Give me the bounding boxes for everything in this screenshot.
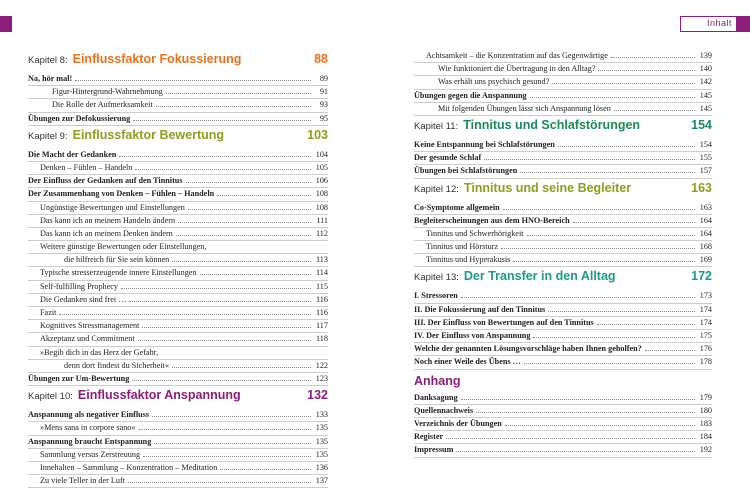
chapter-12-entries bbox=[414, 202, 712, 268]
toc-entry-page: 140 bbox=[699, 64, 712, 74]
toc-entry[interactable] bbox=[28, 333, 328, 346]
toc-entry-page: 173 bbox=[699, 291, 712, 301]
dot-leader bbox=[142, 327, 311, 328]
toc-entry[interactable] bbox=[414, 76, 712, 89]
toc-entry-title: Mit folgenden Übungen lässt sich Anspannung lösen bbox=[438, 103, 611, 113]
chapter-page: 172 bbox=[691, 269, 712, 284]
chapter-title: Einflussfaktor Anspannung bbox=[77, 388, 241, 403]
toc-entry[interactable] bbox=[28, 86, 328, 99]
toc-entry[interactable] bbox=[28, 254, 328, 267]
toc-entry-title: Ungünstige Bewertungen und Einstellungen bbox=[40, 202, 185, 212]
dot-leader bbox=[513, 261, 695, 262]
dot-leader bbox=[461, 399, 695, 400]
toc-entry-page: 178 bbox=[699, 357, 712, 367]
toc-entry-title: Übungen zur Um-Bewertung bbox=[28, 373, 130, 383]
dot-leader bbox=[132, 380, 311, 381]
toc-entry-title: Denken – Fühlen – Handeln bbox=[40, 162, 133, 172]
toc-entry[interactable] bbox=[414, 152, 712, 165]
toc-entry-page: 93 bbox=[319, 100, 328, 110]
toc-entry-title: Wie funktioniert die Übertragung in den Alltag? bbox=[438, 64, 596, 74]
chapter-8-heading[interactable] bbox=[28, 52, 328, 71]
toc-entry-page: 169 bbox=[699, 255, 712, 265]
chapter-title: Tinnitus und seine Begleiter bbox=[463, 180, 632, 195]
toc-entry-page: 135 bbox=[315, 436, 328, 446]
toc-entry-title: »Begib dich in das Herz der Gefahr, bbox=[40, 347, 159, 357]
dot-leader bbox=[186, 182, 311, 183]
toc-entry[interactable] bbox=[28, 307, 328, 320]
toc-entry[interactable] bbox=[28, 228, 328, 241]
chapter-9-heading[interactable] bbox=[28, 128, 328, 147]
dot-leader bbox=[548, 311, 695, 312]
chapter-9-entries bbox=[28, 149, 328, 386]
toc-entry-title: Achtsamkeit – die Konzentration auf das Gegenwärtige bbox=[426, 51, 608, 60]
toc-entry-page: 89 bbox=[319, 74, 328, 83]
toc-entry-title: Verzeichnis der Übungen bbox=[414, 418, 502, 428]
toc-entry-title: Übungen zur Defokussierung bbox=[28, 113, 131, 123]
right-page-tab-marker bbox=[736, 16, 750, 32]
toc-entry-page: 137 bbox=[315, 476, 328, 486]
toc-entry[interactable] bbox=[414, 215, 712, 228]
toc-entry-title: Typische stresserzeugende innere Einstellungen bbox=[40, 268, 197, 278]
toc-entry-title: denn dort findest du Sicherheit« bbox=[64, 360, 170, 370]
toc-entry[interactable] bbox=[28, 409, 328, 422]
chapter-title: Einflussfaktor Fokussierung bbox=[72, 52, 242, 66]
toc-entry-title: Danksagung bbox=[414, 392, 458, 402]
toc-entry[interactable] bbox=[414, 254, 712, 267]
dot-leader bbox=[75, 80, 311, 81]
toc-entry-title: Übungen bei Schlafstörungen bbox=[414, 166, 518, 176]
toc-entry[interactable] bbox=[28, 436, 328, 449]
toc-entry-page: 112 bbox=[316, 228, 328, 238]
chapter-title: Der Transfer in den Alltag bbox=[463, 269, 616, 284]
chapter-13-heading[interactable] bbox=[414, 269, 712, 288]
dot-leader bbox=[573, 222, 695, 223]
toc-entry-page: 135 bbox=[315, 449, 328, 459]
toc-entry-title: »Mens sana in corpore sano« bbox=[40, 423, 136, 433]
toc-entry[interactable] bbox=[28, 373, 328, 386]
toc-entry[interactable] bbox=[28, 113, 328, 126]
toc-entry-title: Begleiterscheinungen aus dem HNO-Bereich bbox=[414, 215, 570, 225]
toc-entry-title: Was erhält uns psychisch gesund? bbox=[438, 77, 550, 87]
toc-entry[interactable] bbox=[28, 215, 328, 228]
dot-leader bbox=[530, 97, 695, 98]
dot-leader bbox=[456, 451, 695, 452]
toc-entry-title: Der Einfluss der Gedanken auf den Tinnitus bbox=[28, 176, 183, 186]
toc-entry[interactable] bbox=[414, 431, 712, 444]
dot-leader bbox=[501, 248, 695, 249]
toc-entry-title: Figur-Hintergrund-Wahrnehmung bbox=[52, 87, 163, 97]
toc-entry-page: 106 bbox=[315, 176, 328, 186]
toc-entry-page: 163 bbox=[699, 202, 712, 212]
toc-entry-page: 118 bbox=[316, 334, 328, 344]
toc-entry-title: III. Der Einfluss von Bewertungen auf den Tinnitus bbox=[414, 317, 594, 327]
toc-entry-title: Sammlung versus Zerstreuung bbox=[40, 449, 141, 459]
dot-leader bbox=[524, 363, 695, 364]
right-page-column bbox=[414, 50, 712, 458]
chapter-title: Tinnitus und Schlafstörungen bbox=[463, 117, 641, 132]
toc-entry[interactable] bbox=[414, 228, 712, 241]
toc-entry-page: 142 bbox=[699, 77, 712, 87]
toc-entry-page: 155 bbox=[699, 153, 712, 163]
chapter-page: 154 bbox=[691, 117, 712, 132]
dot-leader bbox=[505, 425, 695, 426]
toc-entry[interactable] bbox=[414, 103, 712, 116]
dot-leader bbox=[121, 288, 311, 289]
dot-leader bbox=[527, 235, 696, 236]
chapter-page: 132 bbox=[307, 388, 328, 403]
toc-entry-page: 104 bbox=[315, 149, 328, 159]
chapter-11-heading[interactable] bbox=[414, 118, 712, 137]
toc-entry-page: 91 bbox=[319, 87, 328, 97]
dot-leader bbox=[503, 209, 695, 210]
chapter-10-continued-entries bbox=[414, 50, 712, 116]
dot-leader bbox=[166, 93, 311, 94]
toc-entry-title: Impressum bbox=[414, 445, 454, 455]
toc-entry-page: 180 bbox=[699, 405, 712, 415]
chapter-12-heading[interactable] bbox=[414, 181, 712, 200]
dot-leader bbox=[143, 456, 311, 457]
toc-entry-page: 122 bbox=[315, 360, 328, 370]
toc-entry-page: 95 bbox=[319, 113, 328, 123]
toc-entry-page: 135 bbox=[315, 423, 328, 433]
chapter-10-heading[interactable] bbox=[28, 388, 328, 407]
dot-leader bbox=[217, 195, 311, 196]
toc-entry[interactable] bbox=[28, 360, 328, 373]
toc-entry-page: 116 bbox=[316, 294, 328, 304]
toc-entry-title: Fazit bbox=[40, 308, 57, 317]
dot-leader bbox=[172, 261, 311, 262]
toc-entry-title: die hilfreich für Sie sein können bbox=[64, 255, 170, 265]
chapter-number: Kapitel 11: bbox=[414, 120, 459, 132]
toc-entry-page: 183 bbox=[699, 418, 712, 428]
toc-entry-page: 184 bbox=[699, 432, 712, 442]
dot-leader bbox=[128, 482, 311, 483]
toc-entry-page: 174 bbox=[699, 317, 712, 327]
dot-leader bbox=[552, 83, 695, 84]
toc-entry[interactable] bbox=[28, 162, 328, 175]
toc-entry-page: 108 bbox=[315, 202, 328, 212]
dot-leader bbox=[476, 412, 695, 413]
toc-entry-title: I. Stressoren bbox=[414, 291, 458, 301]
toc-entry-title: Der gesunde Schlaf bbox=[414, 153, 482, 163]
toc-entry[interactable] bbox=[414, 330, 712, 343]
chapter-13-entries bbox=[414, 290, 712, 369]
toc-entry[interactable] bbox=[28, 267, 328, 280]
toc-entry[interactable] bbox=[414, 202, 712, 215]
dot-leader bbox=[139, 429, 312, 430]
toc-entry-title: Der Zusammenhang von Denken – Fühlen – Handeln bbox=[28, 189, 215, 199]
appendix-entries bbox=[414, 392, 712, 458]
toc-entry[interactable] bbox=[28, 241, 328, 254]
toc-entry-title: Tinnitus und Schwerhörigkeit bbox=[426, 228, 524, 238]
toc-entry[interactable] bbox=[28, 449, 328, 462]
toc-entry[interactable] bbox=[28, 320, 328, 333]
toc-entry[interactable] bbox=[28, 347, 328, 360]
dot-leader bbox=[152, 416, 311, 417]
chapter-8-entries bbox=[28, 73, 328, 126]
toc-entry[interactable] bbox=[414, 444, 712, 457]
dot-leader bbox=[133, 120, 311, 121]
toc-entry[interactable] bbox=[414, 290, 712, 303]
toc-entry[interactable] bbox=[28, 188, 328, 201]
toc-entry-page: 164 bbox=[699, 215, 712, 225]
toc-entry-title: Kognitives Stressmanagement bbox=[40, 321, 140, 331]
toc-entry-title: Anspannung als negativer Einfluss bbox=[28, 410, 150, 420]
dot-leader bbox=[129, 301, 311, 302]
dot-leader bbox=[558, 146, 695, 147]
dot-leader bbox=[220, 469, 311, 470]
dot-leader bbox=[178, 222, 311, 223]
chapter-number: Kapitel 10: bbox=[28, 391, 73, 403]
toc-entry[interactable] bbox=[414, 165, 712, 178]
toc-entry[interactable] bbox=[28, 422, 328, 435]
dot-leader bbox=[154, 443, 311, 444]
toc-entry-page: 105 bbox=[315, 162, 328, 172]
dot-leader bbox=[59, 314, 311, 315]
toc-entry[interactable] bbox=[414, 63, 712, 76]
toc-entry-page: 179 bbox=[699, 392, 712, 402]
toc-entry[interactable] bbox=[414, 343, 712, 356]
toc-entry[interactable] bbox=[28, 475, 328, 488]
chapter-number: Kapitel 9: bbox=[28, 130, 68, 142]
toc-entry-page: 116 bbox=[316, 308, 328, 317]
toc-entry-title: Anspannung braucht Entspannung bbox=[28, 436, 152, 446]
dot-leader bbox=[611, 57, 695, 58]
dot-leader bbox=[119, 156, 311, 157]
toc-entry[interactable] bbox=[28, 294, 328, 307]
toc-entry-title: Welche der genannten Lösungsvorschläge haben Ihnen geholfen? bbox=[414, 344, 642, 354]
toc-entry-title: Das kann ich an meinem Denken ändern bbox=[40, 228, 173, 238]
toc-entry-title: Self-fulfilling Prophecy bbox=[40, 281, 118, 291]
toc-entry-title: Register bbox=[414, 432, 444, 442]
left-page-tab bbox=[0, 16, 12, 32]
toc-entry-page: 117 bbox=[316, 321, 328, 331]
chapter-number: Kapitel 13: bbox=[414, 272, 459, 284]
toc-entry[interactable] bbox=[28, 175, 328, 188]
toc-entry-title: Noch einer Weile des Übens … bbox=[414, 357, 521, 367]
header-tab-label: Inhalt bbox=[706, 18, 732, 28]
toc-entry-title: Übungen gegen die Anspannung bbox=[414, 90, 527, 100]
toc-entry-page: 145 bbox=[699, 103, 712, 113]
dot-leader bbox=[533, 337, 695, 338]
dot-leader bbox=[598, 70, 695, 71]
toc-entry-title: Die Rolle der Aufmerksamkeit bbox=[52, 100, 153, 110]
appendix-heading[interactable]: Anhang bbox=[414, 373, 461, 388]
toc-entry-title: Co-Symptome allgemein bbox=[414, 202, 500, 212]
dot-leader bbox=[135, 169, 311, 170]
toc-entry[interactable] bbox=[28, 462, 328, 475]
toc-entry-title: II. Die Fokussierung auf den Tinnitus bbox=[414, 304, 546, 314]
toc-entry-page: 115 bbox=[316, 281, 328, 291]
toc-entry-page: 113 bbox=[316, 255, 328, 265]
toc-entry[interactable] bbox=[28, 73, 328, 86]
toc-entry[interactable] bbox=[414, 50, 712, 63]
toc-entry-title: Weitere günstige Bewertungen oder Einstellungen, bbox=[40, 242, 207, 252]
chapter-page: 103 bbox=[307, 127, 328, 142]
toc-entry-title: Innehalten – Sammlung – Konzentration – Meditation bbox=[40, 462, 218, 472]
toc-entry[interactable] bbox=[28, 99, 328, 112]
dot-leader bbox=[461, 297, 695, 298]
toc-entry[interactable] bbox=[414, 317, 712, 330]
toc-entry[interactable] bbox=[414, 405, 712, 418]
chapter-page: 163 bbox=[691, 180, 712, 195]
toc-entry-page: 123 bbox=[315, 373, 328, 383]
toc-entry-page: 168 bbox=[699, 242, 712, 252]
dot-leader bbox=[188, 209, 311, 210]
toc-entry[interactable] bbox=[28, 281, 328, 294]
toc-entry[interactable] bbox=[414, 356, 712, 369]
toc-entry-title: Quellennachweis bbox=[414, 405, 474, 415]
dot-leader bbox=[645, 350, 695, 351]
toc-entry-title: Die Gedanken sind frei … bbox=[40, 294, 127, 304]
dot-leader bbox=[597, 324, 695, 325]
toc-entry[interactable] bbox=[414, 392, 712, 405]
toc-entry[interactable] bbox=[414, 304, 712, 317]
toc-entry[interactable] bbox=[28, 149, 328, 162]
dot-leader bbox=[446, 438, 695, 439]
dot-leader bbox=[172, 367, 311, 368]
toc-entry-title: Zu viele Teller in der Luft bbox=[40, 476, 125, 486]
toc-entry[interactable] bbox=[414, 139, 712, 152]
toc-entry-page: 157 bbox=[699, 166, 712, 176]
dot-leader bbox=[156, 106, 311, 107]
toc-entry-title: Akzeptanz und Commitment bbox=[40, 334, 135, 344]
toc-entry-page: 154 bbox=[699, 139, 712, 149]
left-page-column bbox=[28, 50, 328, 488]
chapter-title: Einflussfaktor Bewertung bbox=[72, 127, 225, 142]
toc-entry-title: Keine Entspannung bei Schlafstörungen bbox=[414, 139, 555, 149]
chapter-number: Kapitel 12: bbox=[414, 183, 459, 195]
toc-entry[interactable] bbox=[414, 241, 712, 254]
chapter-11-entries bbox=[414, 139, 712, 179]
dot-leader bbox=[484, 159, 695, 160]
toc-entry-title: Das kann ich an meinem Handeln ändern bbox=[40, 215, 176, 225]
toc-entry-title: IV. Der Einfluss von Anspannung bbox=[414, 331, 531, 340]
dot-leader bbox=[200, 274, 311, 275]
toc-entry[interactable] bbox=[414, 418, 712, 431]
chapter-number: Kapitel 8: bbox=[28, 55, 68, 66]
toc-entry-page: 114 bbox=[316, 268, 328, 278]
toc-entry-title: Tinnitus und Hyperakusis bbox=[426, 255, 511, 265]
toc-entry-page: 133 bbox=[315, 410, 328, 420]
chapter-10-entries bbox=[28, 409, 328, 488]
toc-entry-page: 139 bbox=[699, 51, 712, 60]
chapter-page: 88 bbox=[314, 52, 328, 66]
toc-entry-page: 176 bbox=[699, 344, 712, 354]
dot-leader bbox=[138, 340, 311, 341]
toc-entry-title: Die Macht der Gedanken bbox=[28, 149, 117, 159]
toc-entry-title: Tinnitus und Hörsturz bbox=[426, 242, 499, 252]
toc-entry-page: 192 bbox=[699, 445, 712, 455]
toc-entry-page: 145 bbox=[699, 90, 712, 100]
toc-entry[interactable] bbox=[414, 90, 712, 103]
toc-entry-page: 164 bbox=[699, 228, 712, 238]
toc-entry[interactable] bbox=[28, 202, 328, 215]
dot-leader bbox=[614, 110, 695, 111]
toc-entry-page: 175 bbox=[699, 331, 712, 340]
toc-entry-title: Na, hör mal! bbox=[28, 74, 73, 83]
dot-leader bbox=[176, 235, 311, 236]
toc-entry-page: 108 bbox=[315, 189, 328, 199]
dot-leader bbox=[520, 172, 695, 173]
toc-entry-page: 111 bbox=[316, 215, 328, 225]
toc-entry-page: 174 bbox=[699, 304, 712, 314]
toc-entry-page: 136 bbox=[315, 462, 328, 472]
